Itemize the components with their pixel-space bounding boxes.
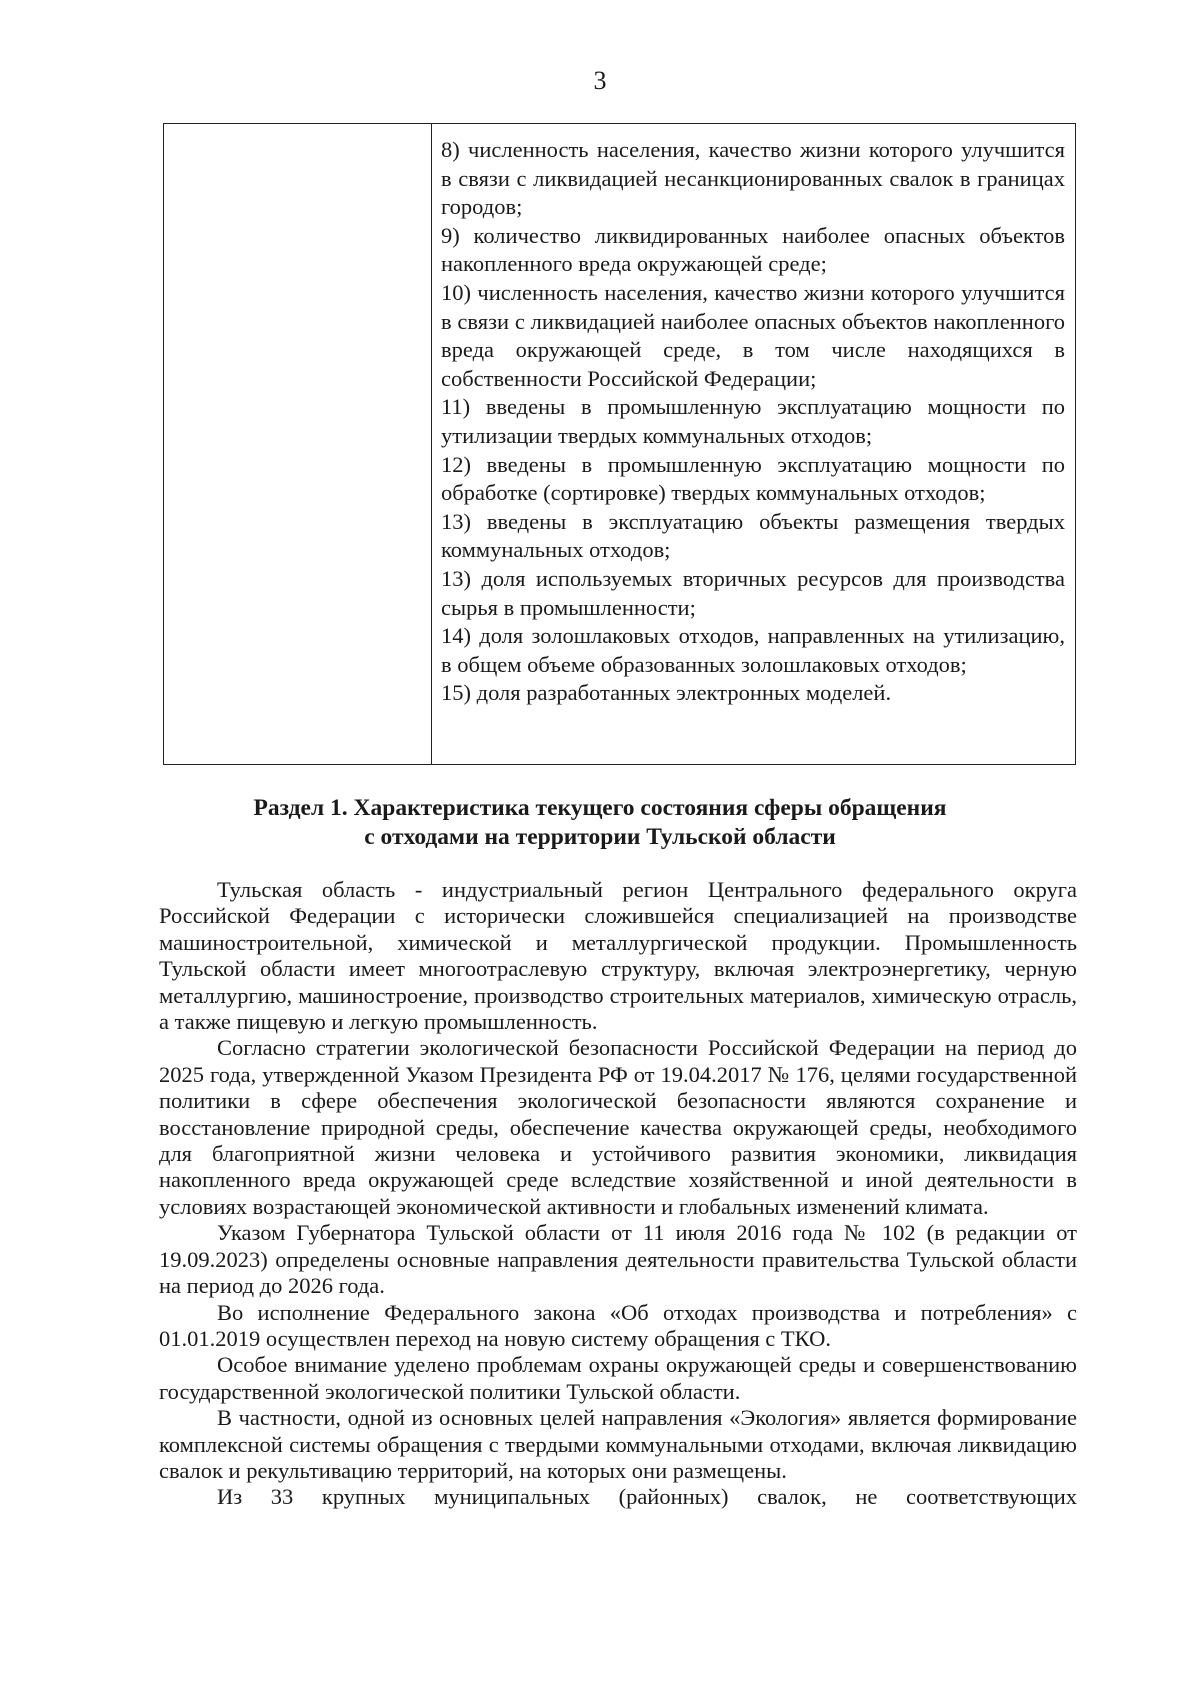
section-title [150,794,1050,852]
section-title-line-1: Раздел 1. Характеристика текущего состояния сферы обращения [253,795,947,821]
indicator-item: 14) доля золошлаковых отходов, направленных на утилизацию, в общем объеме образованных золошлаковых отходов; [441,623,1065,677]
body-paragraph: Из 33 крупных муниципальных (районных) свалок, не соответствующих [217,1484,1077,1510]
indicators-table [163,123,1076,765]
page-number: 3 [593,66,607,95]
body-paragraph: Указом Губернатора Тульской области от 11 июля 2016 года № 102 (в редакции от 19.09.2023) определены основные направления деятельности правительства Тульской области на период до 2026 года. [159,1220,1077,1299]
table-left-cell [164,124,432,764]
section-title-line-2: с отходами на территории Тульской области [364,824,836,850]
indicator-item: 11) введены в промышленную эксплуатацию мощности по утилизации твердых коммунальных отходов; [441,394,1065,448]
indicator-item: 10) численность населения, качество жизни которого улучшится в связи с ликвидацией наиболее опасных объектов накопленного вреда окружающей среде, в том числе находящихся в собственности Российской Федерации; [441,279,1065,391]
indicator-item: 13) доля используемых вторичных ресурсов для производства сырья в промышленности; [441,565,1065,620]
body-paragraph: Во исполнение Федерального закона «Об отходах производства и потребления» с 01.01.2019 осуществлен переход на новую систему обращения с ТКО. [159,1299,1077,1351]
body-paragraph: Особое внимание уделено проблемам охраны окружающей среды и совершенствованию государственной экологической политики Тульской области. [159,1352,1077,1404]
indicator-item: 15) доля разработанных электронных моделей. [441,680,892,706]
section-body [159,877,1077,1511]
indicator-item: 9) количество ликвидированных наиболее опасных объектов накопленного вреда окружающей среде; [441,222,1065,277]
indicator-item: 8) численность населения, качество жизни которого улучшится в связи с ликвидацией несанкционированных свалок в границах городов; [441,137,1065,220]
indicator-item: 12) введены в промышленную эксплуатацию мощности по обработке (сортировке) твердых коммунальных отходов; [441,451,1065,506]
body-paragraph: Согласно стратегии экологической безопасности Российской Федерации на период до 2025 года, утвержденной Указом Президента РФ от 19.04.2017 № 176, целями государственной политики в сфере обеспечения экологической безопасности являются сохранение и восстановление природной среды, обеспечение качества окружающей среды, необходимого для благоприятной жизни человека и устойчивого развития экономики, ликвидация накопленного вреда окружающей среде вследствие хозяйственной и иной деятельности в условиях возрастающей экономической активности и глобальных изменений климата. [159,1035,1077,1219]
table-right-cell [441,136,1065,708]
body-paragraph: Тульская область - индустриальный регион Центрального федерального округа Российской Федерации с исторически сложившейся специализацией на производстве машиностроительной, химической и металлургической продукции. Промышленность Тульской области имеет многоотраслевую структуру, включая электроэнергетику, черную металлургию, машиностроение, производство строительных материалов, химическую отрасль, а также пищевую и легкую промышленность. [159,877,1077,1035]
indicator-item: 13) введены в эксплуатацию объекты размещения твердых коммунальных отходов; [441,508,1065,563]
body-paragraph: В частности, одной из основных целей направления «Экология» является формирование комплексной системы обращения с твердыми коммунальными отходами, включая ликвидацию свалок и рекультивацию территорий, на которых они размещены. [159,1405,1077,1483]
